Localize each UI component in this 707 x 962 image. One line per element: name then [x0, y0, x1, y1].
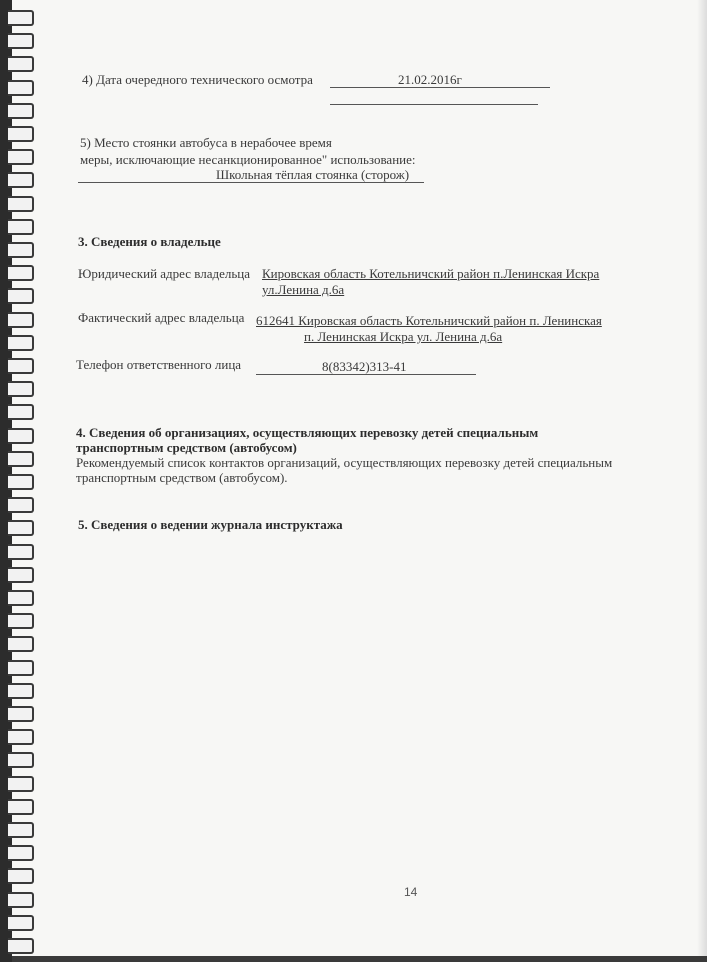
binding-ring	[8, 845, 34, 861]
parking-underline	[78, 182, 424, 183]
binding-ring	[8, 752, 34, 768]
section-4-text-1: Рекомендуемый список контактов организаций, осуществляющих перевозку детей специальным	[76, 455, 613, 470]
binding-ring	[8, 776, 34, 792]
binding-ring	[8, 474, 34, 490]
binding-ring	[8, 706, 34, 722]
binding-ring	[8, 56, 34, 72]
binding-ring	[8, 80, 34, 96]
binding-ring	[8, 265, 34, 281]
binding-ring	[8, 149, 34, 165]
parking-label: 5) Место стоянки автобуса в нерабочее время	[80, 135, 332, 150]
binding-ring	[8, 126, 34, 142]
binding-ring	[8, 10, 34, 26]
binding-ring	[8, 544, 34, 560]
binding-ring	[8, 660, 34, 676]
binding-ring	[8, 613, 34, 629]
binding-ring	[8, 822, 34, 838]
inspection-date-value: 21.02.2016г	[398, 72, 462, 87]
section-4-title-1: 4. Сведения об организациях, осуществляющих перевозку детей специальным	[76, 425, 539, 440]
binding-ring	[8, 172, 34, 188]
binding-ring	[8, 219, 34, 235]
binding-ring	[8, 868, 34, 884]
spiral-binding	[0, 0, 36, 962]
binding-ring	[8, 103, 34, 119]
section-4-text-2: транспортным средством (автобусом).	[76, 470, 288, 485]
binding-ring	[8, 196, 34, 212]
binding-ring	[8, 312, 34, 328]
parking-value: Школьная тёплая стоянка (сторож)	[216, 167, 410, 182]
binding-ring	[8, 33, 34, 49]
page-number: 14	[404, 885, 418, 899]
actual-address-value-2: п. Ленинская Искра ул. Ленина д.6а	[304, 329, 503, 344]
binding-ring	[8, 567, 34, 583]
binding-ring	[8, 428, 34, 444]
binding-ring	[8, 892, 34, 908]
binding-ring	[8, 381, 34, 397]
binding-ring	[8, 938, 34, 954]
binding-ring	[8, 242, 34, 258]
binding-ring	[8, 335, 34, 351]
section-3-title: 3. Сведения о владельце	[78, 234, 221, 249]
parking-sublabel: меры, исключающие несанкционированное" использование:	[80, 152, 416, 167]
phone-underline	[256, 374, 476, 375]
binding-ring	[8, 915, 34, 931]
section-4-title-2: транспортным средством (автобусом)	[76, 440, 297, 455]
binding-ring	[8, 729, 34, 745]
legal-address-value-1: Кировская область Котельничский район п.Ленинская Искра	[262, 266, 600, 281]
phone-value: 8(83342)313-41	[322, 359, 407, 374]
binding-ring	[8, 636, 34, 652]
blank-line	[330, 104, 538, 105]
binding-ring	[8, 520, 34, 536]
section-5-title: 5. Сведения о ведении журнала инструктажа	[78, 517, 343, 532]
legal-address-value-2: ул.Ленина д.6а	[262, 282, 345, 297]
binding-ring	[8, 683, 34, 699]
actual-address-value-1: 612641 Кировская область Котельничский район п. Ленинская	[256, 313, 602, 328]
legal-address-label: Юридический адрес владельца	[78, 266, 251, 281]
page-edge	[697, 0, 707, 962]
binding-ring	[8, 288, 34, 304]
binding-ring	[8, 451, 34, 467]
binding-ring	[8, 799, 34, 815]
inspection-date-label: 4) Дата очередного технического осмотра	[82, 72, 313, 87]
actual-address-label: Фактический адрес владельца	[78, 310, 245, 325]
binding-ring	[8, 404, 34, 420]
binding-ring	[8, 497, 34, 513]
inspection-date-underline	[330, 87, 550, 88]
binding-ring	[8, 358, 34, 374]
scan-border	[0, 956, 707, 962]
phone-label: Телефон ответственного лица	[76, 357, 242, 372]
binding-ring	[8, 590, 34, 606]
